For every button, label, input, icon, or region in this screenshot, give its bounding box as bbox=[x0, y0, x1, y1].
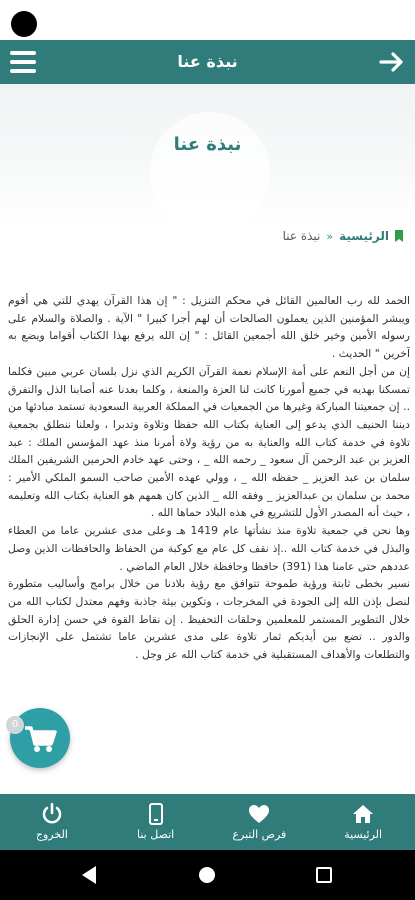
nav-home-label: الرئيسية bbox=[344, 828, 383, 841]
heart-icon bbox=[246, 803, 272, 825]
power-icon bbox=[39, 803, 65, 825]
about-paragraph: نسير بخطى ثابتة ورؤية طموحة تتوافق مع رؤية بلادنا من خلال برامج وأساليب متطورة لنصل بإذن الله إلى الجودة في المخرجات ، وتكوين بيئة جاذبة وفهم معتدل لكتاب الله من خلال التطوير المستمر للمعلمين وحلقات التحفيظ . إن نقاط القوة في حسن إدارة الحلق والدور .. تضع بين أيديكم ثمار تلاوة على مدى عشرين عاما تشتمل على الإنجازات والتطلعات والأهداف المستقبلية في خدمة كتاب الله عز وجل . bbox=[8, 577, 410, 662]
about-paragraph: الحمد لله رب العالمين القائل في محكم التنزيل : " إن هذا القرآن يهدي للتي هي أقوم ويبشر المؤمنين الذين يعملون الصالحات أن لهم أجرا كبيرا " الآية . والصلاة والسلام على رسوله الأمين وخير خلق الله أجمعين القائل : " إن الله يرفع بهذا الكتاب أقواما ويضع به آخرين " الحديث . bbox=[8, 294, 410, 361]
system-navigation-bar bbox=[0, 850, 415, 900]
breadcrumb-home-link[interactable]: الرئيسية bbox=[339, 229, 389, 243]
phone-icon bbox=[143, 803, 169, 825]
nav-donations-label: فرص التبرع bbox=[232, 828, 287, 841]
nav-logout-label: الخروج bbox=[35, 828, 68, 841]
bottom-navigation bbox=[0, 794, 415, 850]
system-home-icon[interactable] bbox=[199, 867, 215, 883]
breadcrumb-current: نبذة عنا bbox=[282, 229, 321, 243]
header-title: نبذة عنا bbox=[177, 52, 238, 71]
status-bar bbox=[0, 0, 415, 40]
breadcrumb-separator: » bbox=[326, 229, 334, 243]
bookmark-icon bbox=[395, 230, 403, 242]
camera-cutout bbox=[11, 11, 37, 37]
breadcrumb bbox=[283, 226, 403, 246]
system-back-icon[interactable] bbox=[80, 865, 98, 885]
about-paragraph: وها نحن في جمعية تلاوة منذ نشأتها عام 1419 هـ وعلى مدى عشرين عاما من العطاء والبذل في خدمة كتاب الله ..إذ نقف كل عام مع كوكبة من الحفاظ والحافظات الذين وصل عددهم حتى عامنا هذا (391) حافظا وحافظة خلال العام الماضي . bbox=[8, 524, 410, 573]
nav-contact-label: اتصل بنا bbox=[137, 828, 175, 841]
nav-logout[interactable] bbox=[0, 794, 104, 850]
app-header bbox=[0, 40, 415, 84]
about-paragraph: إن من أجل النعم على أمة الإسلام نعمة القرآن الكريم الذي نزل بلسان عربي مبين فكلما تمسكنا بهديه في جميع أمورنا كانت لنا العزة والمنعة ، وكلما بعدنا عنه أصابنا الذل والتفرق .. إن جمعيتنا المباركة وغيرها من الجمعيات في المملكة العربية السعودية تستمد مبادئها من ديننا الحنيف الذي يدعو إلى العناية بكتاب الله حفظا وتلاوة وتدبرا ، ولعلنا ننطلق بجمعية تلاوة في خدمة كتاب الله والعناية به من رؤية ولاة أمرنا منذ عهد المؤسس الملك : عبد العزيز بن عبد الرحمن آل سعود _ رحمه الله _ ، وحتى عهد خادم الحرمين الشريفين الملك سلمان بن عبد العزيز _ حفظه الله _ ، وولي عهده الأمين صاحب السمو الملكي الأمير : محمد بن سلمان بن عبدالعزيز _ وفقه الله _ الذين كان همهم هو العناية بكتاب الله وتعليمه ، حيث أنه المصدر الأول للتشريع في هذه البلاد حماها الله . bbox=[8, 364, 410, 520]
back-arrow-icon[interactable] bbox=[379, 50, 405, 74]
home-icon bbox=[350, 803, 376, 825]
system-recents-icon[interactable] bbox=[316, 867, 332, 883]
nav-contact[interactable] bbox=[104, 794, 208, 850]
nav-donations[interactable] bbox=[208, 794, 312, 850]
hero-banner bbox=[0, 84, 415, 224]
hero-decoration bbox=[150, 112, 270, 232]
page-title: نبذة عنا bbox=[173, 134, 242, 155]
cart-count-badge: 0 bbox=[6, 716, 24, 734]
nav-home[interactable] bbox=[311, 794, 415, 850]
